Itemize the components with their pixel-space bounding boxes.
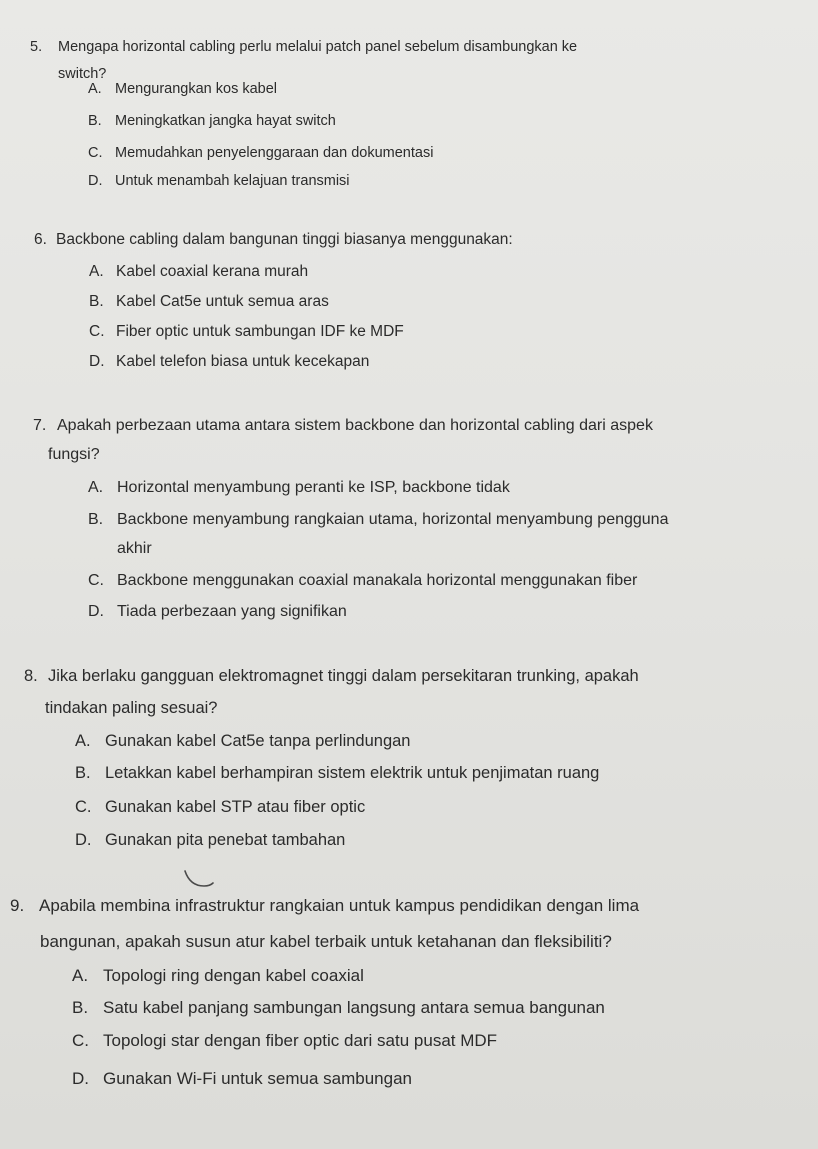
- option-letter: B.: [72, 998, 89, 1017]
- option-letter: A.: [75, 732, 91, 750]
- option-letter: A.: [88, 479, 104, 496]
- option-letter: D.: [88, 603, 104, 620]
- question-9-text-line-1: Apabila membina infrastruktur rangkaian untuk kampus pendidikan dengan lima: [39, 896, 640, 915]
- question-6-number: 6.: [34, 231, 47, 248]
- option-text: Gunakan Wi-Fi untuk semua sambungan: [103, 1069, 412, 1088]
- option-text: Tiada perbezaan yang signifikan: [117, 603, 347, 620]
- pen-mark-icon: [182, 868, 216, 890]
- question-7-text-line-2: fungsi?: [48, 446, 100, 463]
- question-9-option-a: [72, 967, 364, 984]
- option-letter: C.: [75, 798, 92, 816]
- option-letter: A.: [72, 966, 89, 985]
- option-letter: A.: [89, 263, 104, 280]
- option-letter: D.: [89, 353, 105, 370]
- option-text: Backbone menggunakan coaxial manakala horizontal menggunakan fiber: [117, 572, 638, 589]
- question-5-text-line-2: switch?: [58, 66, 107, 82]
- option-text: Untuk menambah kelajuan transmisi: [115, 173, 350, 189]
- question-9-option-d: [72, 1070, 412, 1087]
- option-letter: B.: [88, 113, 102, 129]
- option-letter: C.: [89, 323, 105, 340]
- question-8-option-d: [75, 832, 345, 849]
- option-text: Backbone menyambung rangkaian utama, horizontal menyambung pengguna: [117, 511, 669, 528]
- option-text: Kabel telefon biasa untuk kecekapan: [116, 353, 370, 370]
- option-text: Satu kabel panjang sambungan langsung antara semua bangunan: [103, 998, 605, 1017]
- question-5-number: 5.: [30, 39, 43, 55]
- question-6-option-b: [89, 294, 329, 310]
- question-6-option-a: [89, 264, 308, 280]
- question-7-option-d: [88, 604, 347, 620]
- option-text: Gunakan pita penebat tambahan: [105, 831, 346, 849]
- option-text: Horizontal menyambung peranti ke ISP, backbone tidak: [117, 479, 510, 496]
- question-8-option-b: [75, 765, 599, 782]
- option-text: Fiber optic untuk sambungan IDF ke MDF: [116, 323, 404, 340]
- question-9-number: 9.: [10, 896, 25, 915]
- question-5-option-a: [88, 82, 277, 97]
- option-letter: B.: [89, 293, 104, 310]
- option-text: Topologi star dengan fiber optic dari satu pusat MDF: [103, 1031, 498, 1050]
- option-text: Meningkatkan jangka hayat switch: [115, 113, 336, 129]
- question-6-option-d: [89, 354, 369, 370]
- option-text: Letakkan kabel berhampiran sistem elektrik untuk penjimatan ruang: [105, 764, 600, 782]
- question-5-option-b: [88, 114, 336, 129]
- question-7-option-c: [88, 573, 637, 589]
- question-9-text-line-2: bangunan, apakah susun atur kabel terbaik untuk ketahanan dan fleksibiliti?: [40, 932, 612, 951]
- question-7-option-b-continuation: akhir: [117, 540, 152, 557]
- question-7-number: 7.: [33, 417, 47, 434]
- option-text: Topologi ring dengan kabel coaxial: [103, 966, 364, 985]
- option-text: Memudahkan penyelenggaraan dan dokumentasi: [115, 145, 434, 161]
- question-6-option-c: [89, 324, 404, 340]
- question-6-text-line-1: Backbone cabling dalam bangunan tinggi biasanya menggunakan:: [56, 231, 513, 248]
- question-5-text-line-1: Mengapa horizontal cabling perlu melalui patch panel sebelum disambungkan ke: [58, 39, 578, 55]
- option-letter: C.: [72, 1031, 89, 1050]
- option-text: Kabel Cat5e untuk semua aras: [116, 293, 329, 310]
- option-letter: C.: [88, 145, 103, 161]
- option-letter: D.: [88, 173, 103, 189]
- question-8-text-line-1: Jika berlaku gangguan elektromagnet tinggi dalam persekitaran trunking, apakah: [48, 667, 639, 685]
- option-text: Gunakan kabel STP atau fiber optic: [105, 798, 366, 816]
- option-letter: C.: [88, 572, 104, 589]
- option-letter: D.: [72, 1069, 89, 1088]
- question-7-option-a: [88, 480, 510, 496]
- option-letter: B.: [75, 764, 91, 782]
- question-7-text-line-1: Apakah perbezaan utama antara sistem backbone dan horizontal cabling dari aspek: [57, 417, 653, 434]
- question-9-option-b: [72, 999, 605, 1016]
- question-7-option-b: [88, 512, 668, 528]
- question-5-option-d: [88, 174, 350, 189]
- option-text: Gunakan kabel Cat5e tanpa perlindungan: [105, 732, 411, 750]
- option-letter: B.: [88, 511, 104, 528]
- question-8-number: 8.: [24, 667, 38, 685]
- option-letter: A.: [88, 81, 102, 97]
- question-8-text-line-2: tindakan paling sesuai?: [45, 699, 218, 717]
- question-9-option-c: [72, 1032, 497, 1049]
- option-text: Mengurangkan kos kabel: [115, 81, 278, 97]
- option-text: Kabel coaxial kerana murah: [116, 263, 309, 280]
- question-5-option-c: [88, 146, 433, 161]
- question-8-option-c: [75, 799, 365, 816]
- option-letter: D.: [75, 831, 92, 849]
- question-8-option-a: [75, 733, 410, 750]
